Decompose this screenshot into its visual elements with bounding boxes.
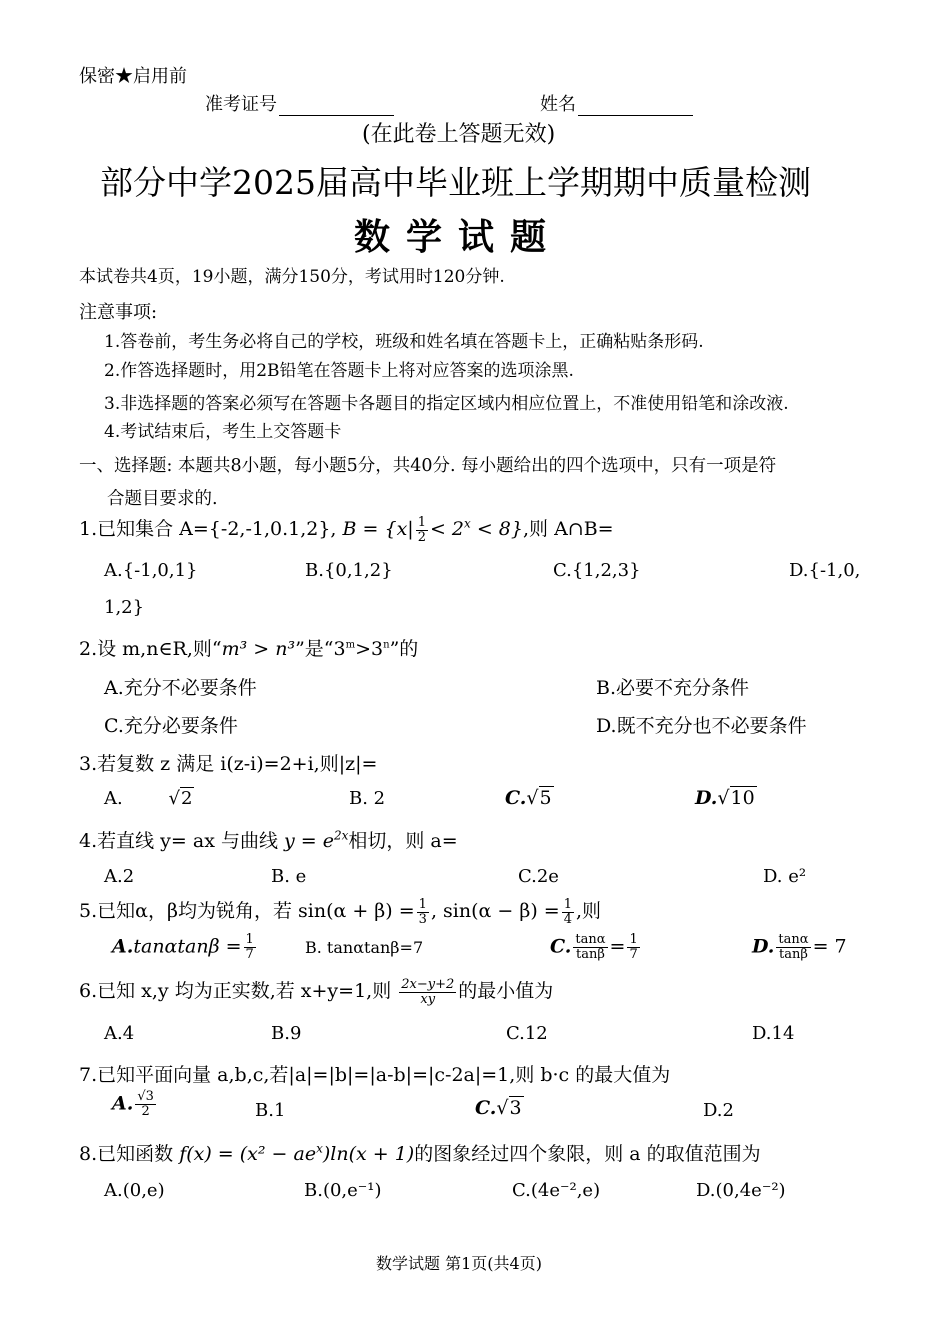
q6-option-d: D.14: [752, 1023, 795, 1044]
q3-option-b: B. 2: [349, 788, 386, 809]
q3-d-radicand: 10: [730, 787, 755, 809]
q5-option-a: [112, 933, 258, 962]
q1-frac-den: 2: [417, 529, 426, 545]
q2-text-gt: >3: [355, 638, 384, 660]
q6-fraction: [399, 978, 456, 1007]
subject-title: 数学试题: [354, 216, 563, 258]
question-6-stem: [79, 976, 553, 1007]
q8-math: f(x) = (x² − ae: [179, 1143, 317, 1165]
page-title: 部分中学2025届高中毕业班上学期期中质量检测: [100, 163, 811, 202]
q5-a-frac-den: 7: [245, 947, 254, 962]
q5-frac-2-den: 4: [563, 911, 572, 927]
q5-a-frac-num: 1: [245, 932, 254, 947]
q6-text-end: 的最小值为: [458, 980, 554, 1002]
q5-c-frac: [573, 933, 607, 962]
q2-option-b: B.必要不充分条件: [596, 677, 750, 699]
q2-sup-n: n: [383, 639, 390, 651]
q8-math-2: )ln(x + 1): [322, 1143, 415, 1165]
q5-a-math: tanαtanβ =: [133, 935, 242, 958]
q3-option-c: [505, 787, 554, 809]
q6-option-c: C.12: [506, 1023, 548, 1044]
q1-text: 1.已知集合 A={-2,-1,0.1,2},: [79, 518, 337, 540]
q2-option-a: A.充分不必要条件: [104, 677, 257, 699]
q1-option-a: A.{-1,0,1}: [104, 560, 198, 581]
name-field: [540, 90, 693, 116]
q6-frac-den: xy: [420, 991, 436, 1007]
q8-sup: x: [316, 1141, 323, 1156]
note-item: 4.考试结束后，考生上交答题卡: [104, 422, 342, 442]
q1-fraction: [416, 516, 428, 545]
q3-option-a: [104, 788, 194, 809]
q7-option-d: D.2: [703, 1100, 734, 1121]
exam-id-label: 准考证号: [205, 94, 277, 115]
q2-math: m³ > n³: [221, 638, 296, 660]
q3-c-radicand: 5: [539, 787, 552, 809]
q5-text-end: ,则: [575, 900, 602, 922]
q5-frac-2-num: 1: [563, 896, 572, 912]
q4-option-a: A.2: [104, 866, 135, 887]
q8-option-b: B.(0,e⁻¹): [304, 1180, 382, 1201]
exam-id-blank: [279, 97, 394, 116]
q7-c-label: C.: [475, 1097, 497, 1119]
q3-c-sqrt: √5: [526, 787, 552, 809]
q6-text: 6.已知 x,y 均为正实数,若 x+y=1,则: [79, 980, 392, 1002]
q7-a-frac-den: 2: [141, 1104, 150, 1119]
q4-option-c: C.2e: [518, 866, 559, 887]
exam-id-field: [205, 90, 394, 116]
intro-text: 本试卷共4页，19小题，满分150分，考试用时120分钟.: [79, 267, 505, 287]
q5-text: 5.已知α，β均为锐角，若: [79, 900, 292, 922]
question-7-stem: 7.已知平面向量 a,b,c,若|a|=|b|=|a-b|=|c-2a|=1,则 b·c 的最大值为: [79, 1064, 671, 1086]
q5-d-eq: = 7: [812, 935, 847, 958]
q6-option-b: B.9: [271, 1023, 302, 1044]
q3-a-label: A.: [104, 788, 123, 809]
note-item: 1.答卷前，考生务必将自己的学校，班级和姓名填在答题卡上，正确粘贴条形码.: [104, 332, 704, 352]
invalid-note: (在此卷上答题无效): [362, 122, 556, 147]
q8-option-a: A.(0,e): [104, 1180, 165, 1201]
q5-option-d: [752, 933, 847, 962]
q8-option-c: C.(4e⁻²,e): [512, 1180, 601, 1201]
question-1-stem: [79, 514, 614, 545]
q2-option-d: D.既不充分也不必要条件: [596, 715, 807, 737]
q8-text: 8.已知函数: [79, 1143, 174, 1165]
q4-sup: 2x: [333, 828, 349, 843]
q1-option-c: C.{1,2,3}: [553, 560, 641, 581]
q2-sup-m: m: [345, 639, 356, 651]
notes-title: 注意事项:: [79, 302, 158, 323]
q1-set-b: B = {x|: [342, 518, 414, 540]
q7-option-b: B.1: [255, 1100, 286, 1121]
q1-option-d: D.{-1,0,: [789, 560, 861, 581]
page-footer: 数学试题 第1页(共4页): [376, 1254, 542, 1273]
q1-ineq: < 2: [429, 518, 465, 540]
q5-math-1: sin(α + β) =: [298, 900, 415, 922]
q4-text-end: 相切，则 a=: [348, 830, 458, 852]
q5-d-frac-num: tanα: [778, 932, 809, 947]
q1-sup: x: [464, 516, 471, 531]
q5-d-frac-den: tanβ: [779, 947, 808, 962]
q7-option-c: [475, 1097, 524, 1119]
q1-frac-num: 1: [417, 514, 426, 530]
note-item: 2.作答选择题时，用2B铅笔在答题卡上将对应答案的选项涂黑.: [104, 361, 574, 381]
q6-frac-num: 2x−y+2: [401, 976, 455, 992]
q5-a-frac: [244, 933, 256, 962]
q7-a-frac: [135, 1090, 156, 1119]
q7-c-radicand: 3: [509, 1097, 522, 1119]
q5-d-frac: [776, 933, 810, 962]
question-2-stem: [79, 634, 418, 661]
q3-d-label: D.: [695, 787, 718, 809]
q2-option-c: C.充分必要条件: [104, 715, 238, 737]
confidential-label: 保密★启用前: [79, 66, 187, 87]
q3-a-sqrt: √2: [168, 788, 193, 809]
q1-option-d-cont: 1,2}: [104, 597, 145, 618]
q2-text: 2.设 m,n∈R,则“: [79, 638, 222, 660]
q7-a-frac-num: √3: [137, 1089, 154, 1104]
q4-option-d: D. e²: [763, 866, 807, 887]
q3-a-radicand: 2: [180, 788, 193, 809]
name-label: 姓名: [540, 94, 576, 115]
q4-option-b: B. e: [271, 866, 307, 887]
q5-math-2: , sin(α − β) =: [430, 900, 560, 922]
q5-frac-1: [417, 898, 429, 927]
q5-a-label: A.: [112, 935, 134, 958]
q2-text-mid: ”是“3: [295, 638, 346, 660]
q5-frac-1-den: 3: [418, 911, 427, 927]
q1-option-b: B.{0,1,2}: [305, 560, 393, 581]
q5-c-label: C.: [550, 935, 572, 958]
q5-c-frac-den: tanβ: [576, 947, 605, 962]
q5-option-b: B. tanαtanβ=7: [305, 938, 424, 957]
q5-c-frac-num: tanα: [575, 932, 606, 947]
q5-c-val-num: 1: [629, 932, 638, 947]
name-blank: [578, 97, 693, 116]
section-heading-cont: 合题目要求的.: [107, 489, 218, 509]
q5-c-val-den: 7: [629, 947, 638, 962]
q7-option-a: [112, 1090, 158, 1119]
q6-option-a: A.4: [104, 1023, 135, 1044]
q1-text-end: ,则 A∩B=: [523, 518, 614, 540]
q5-d-label: D.: [752, 935, 775, 958]
q3-d-sqrt: √10: [717, 787, 755, 809]
question-8-stem: [79, 1139, 761, 1166]
q7-c-sqrt: √3: [496, 1097, 522, 1119]
q4-text: 4.若直线 y= ax 与曲线: [79, 830, 278, 852]
q5-frac-2: [562, 898, 574, 927]
q3-option-d: [695, 787, 757, 809]
q8-text-end: 的图象经过四个象限，则 a 的取值范围为: [414, 1143, 761, 1165]
q7-a-label: A.: [112, 1092, 134, 1115]
q1-ineq-end: < 8}: [470, 518, 523, 540]
note-item: 3.非选择题的答案必须写在答题卡各题目的指定区域内相应位置上，不准使用铅笔和涂改液.: [104, 394, 789, 414]
q8-option-d: D.(0,4e⁻²): [696, 1180, 786, 1201]
question-5-stem: [79, 896, 601, 927]
q2-text-end: ”的: [389, 638, 419, 660]
q5-c-eq: =: [609, 935, 626, 958]
q5-frac-1-num: 1: [418, 896, 427, 912]
question-3-stem: 3.若复数 z 满足 i(z-i)=2+i,则|z|=: [79, 753, 378, 775]
q5-option-c: [550, 933, 642, 962]
section-heading: 一、选择题: 本题共8小题，每小题5分，共40分. 每小题给出的四个选项中，只有一项是符: [79, 456, 777, 476]
q3-c-label: C.: [505, 787, 527, 809]
question-4-stem: [79, 826, 458, 853]
q5-c-frac-val: [627, 933, 639, 962]
q4-math: y = e: [284, 830, 334, 852]
